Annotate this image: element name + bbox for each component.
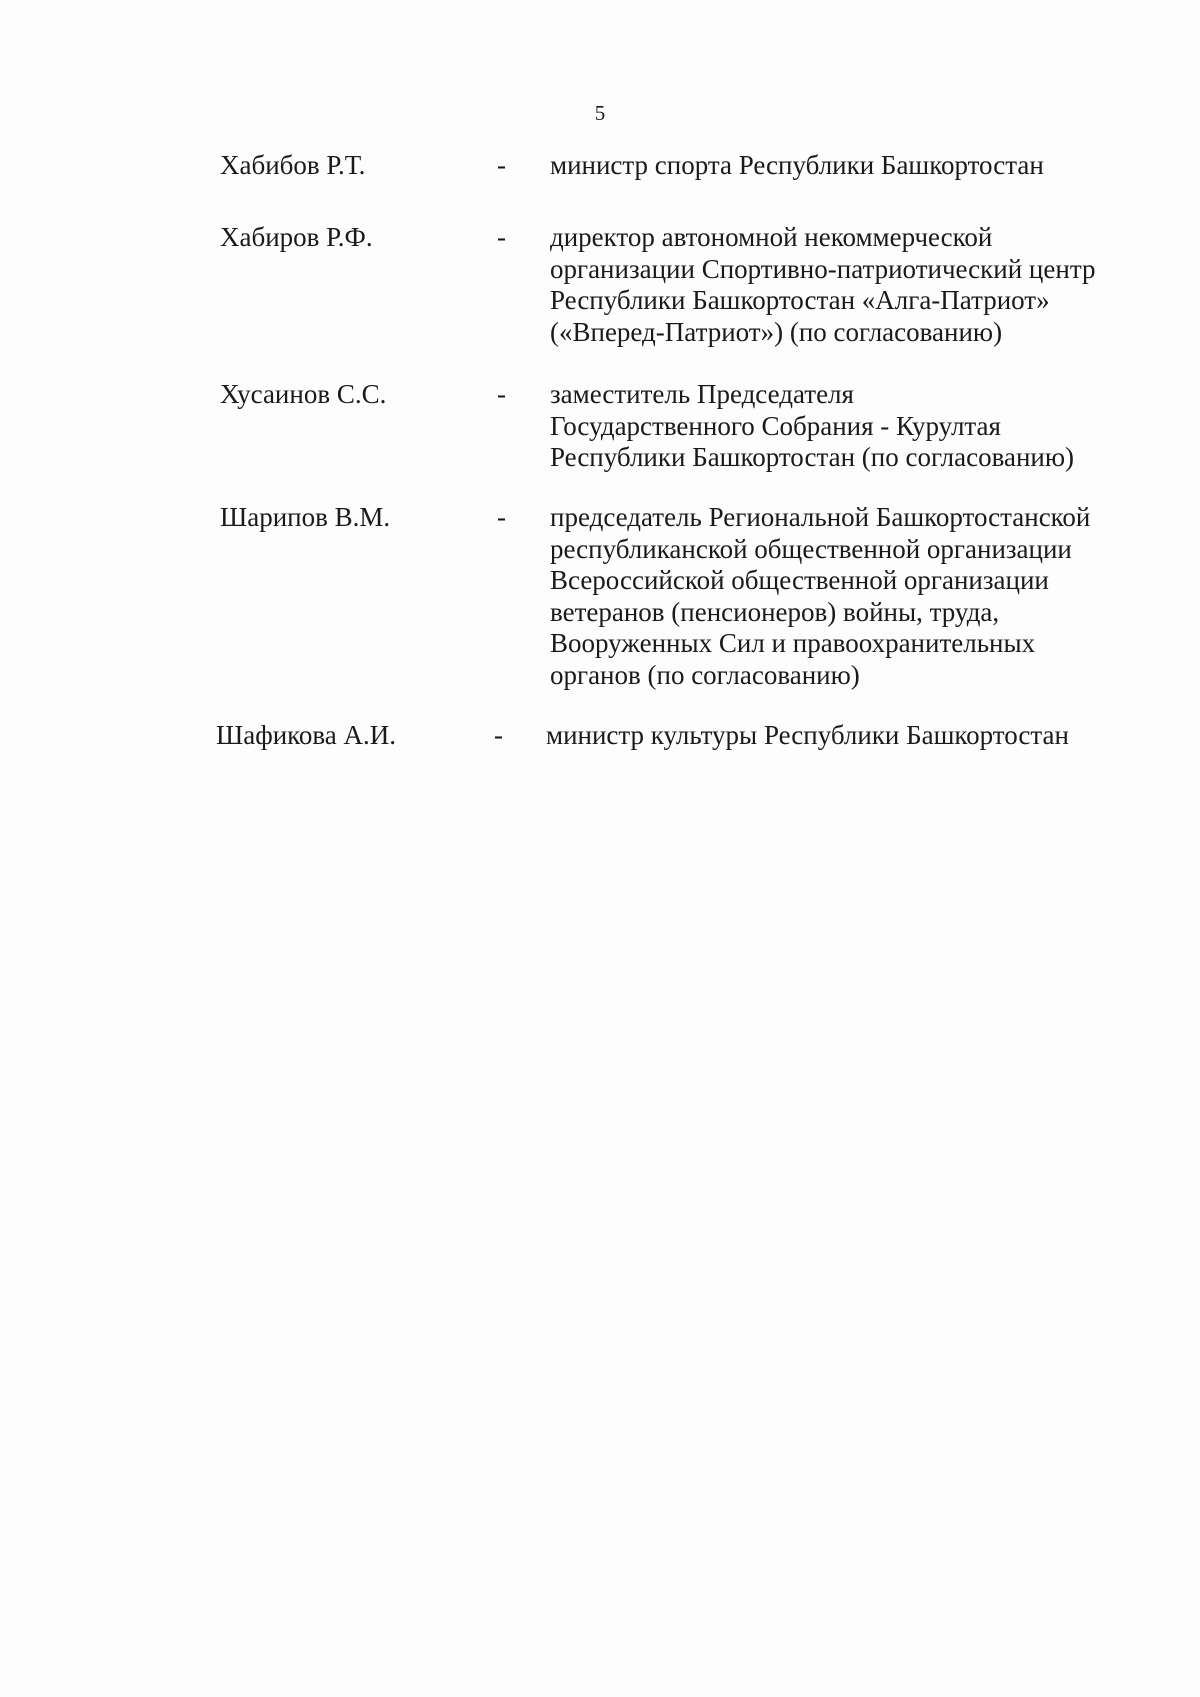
description-line: министр культуры Республики Башкортостан <box>546 720 1069 750</box>
separator-dash: - <box>494 720 503 750</box>
person-name: Хусаинов С.С. <box>220 379 387 409</box>
separator-dash: - <box>497 222 506 252</box>
description-line: Республики Башкортостан «Алга-Патриот» <box>550 285 1050 315</box>
description-line: министр спорта Республики Башкортостан <box>550 150 1044 180</box>
description-line: Вооруженных Сил и правоохранительных <box>550 628 1036 658</box>
person-name: Шарипов В.М. <box>220 502 391 532</box>
description-line: Республики Башкортостан (по согласованию) <box>550 442 1075 472</box>
position-description <box>550 379 1110 474</box>
description-line: Всероссийской общественной организации <box>550 565 1049 595</box>
separator-dash: - <box>497 379 506 409</box>
description-line: заместитель Председателя <box>550 379 854 409</box>
separator-dash: - <box>497 150 506 180</box>
position-description <box>546 720 1106 752</box>
person-name: Хабиров Р.Ф. <box>220 222 373 252</box>
description-line: организации Спортивно-патриотический центр <box>550 253 1096 284</box>
description-line: председатель Региональной Башкортостанской <box>550 502 1091 532</box>
description-line: ветеранов (пенсионеров) войны, труда, <box>550 596 1000 627</box>
description-line: органов (по согласованию) <box>550 659 860 690</box>
person-name: Шафикова А.И. <box>216 720 397 750</box>
position-description <box>550 150 1110 182</box>
description-line: Государственного Собрания - Курултая <box>550 410 1001 441</box>
position-description <box>550 502 1110 691</box>
description-line: («Вперед-Патриот») (по согласованию) <box>550 316 1003 347</box>
description-line: директор автономной некоммерческой <box>550 222 993 252</box>
position-description <box>550 222 1110 348</box>
person-name: Хабибов Р.Т. <box>220 150 366 180</box>
separator-dash: - <box>497 502 506 532</box>
description-line: республиканской общественной организации <box>550 533 1072 564</box>
page-number: 5 <box>594 101 606 125</box>
